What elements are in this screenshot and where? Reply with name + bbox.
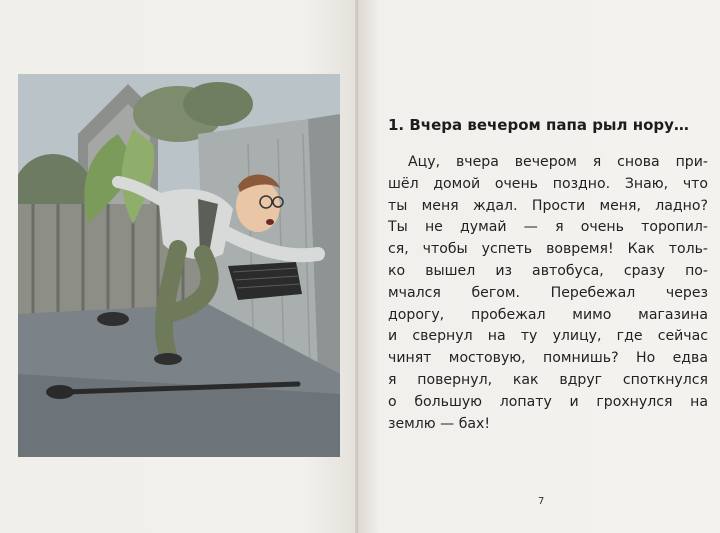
text-line: о большую лопату и грохнулся на [388,393,708,410]
text-line: ся, чтобы успеть вовремя! Как толь- [388,241,708,258]
left-page [0,0,358,533]
text-line: землю — бах! [388,415,491,432]
text-line: и свернул на ту улицу, где сейчас [388,328,708,345]
text-line: мчался бегом. Перебежал через [388,284,708,301]
text-line: дорогу, пробежал мимо магазина [388,306,708,323]
text-line: Ты не думай — я очень торопил- [388,219,708,236]
text-line: шёл домой очень поздно. Знаю, что [388,175,708,192]
text-line: Ацу, вчера вечером я снова при- [408,154,708,170]
text-line: я повернул, как вдруг споткнулся [388,371,708,388]
text-line: ко вышел из автобуса, сразу по- [388,262,708,279]
text-line: чинят мостовую, помнишь? Но едва [388,350,708,367]
page-number: 7 [538,496,545,507]
chapter-title: 1. Вчера вечером папа рыл нору… [388,116,689,134]
illustration-running-man [18,74,340,457]
body-text [388,152,708,435]
text-line: ты меня ждал. Прости меня, ладно? [388,197,708,214]
